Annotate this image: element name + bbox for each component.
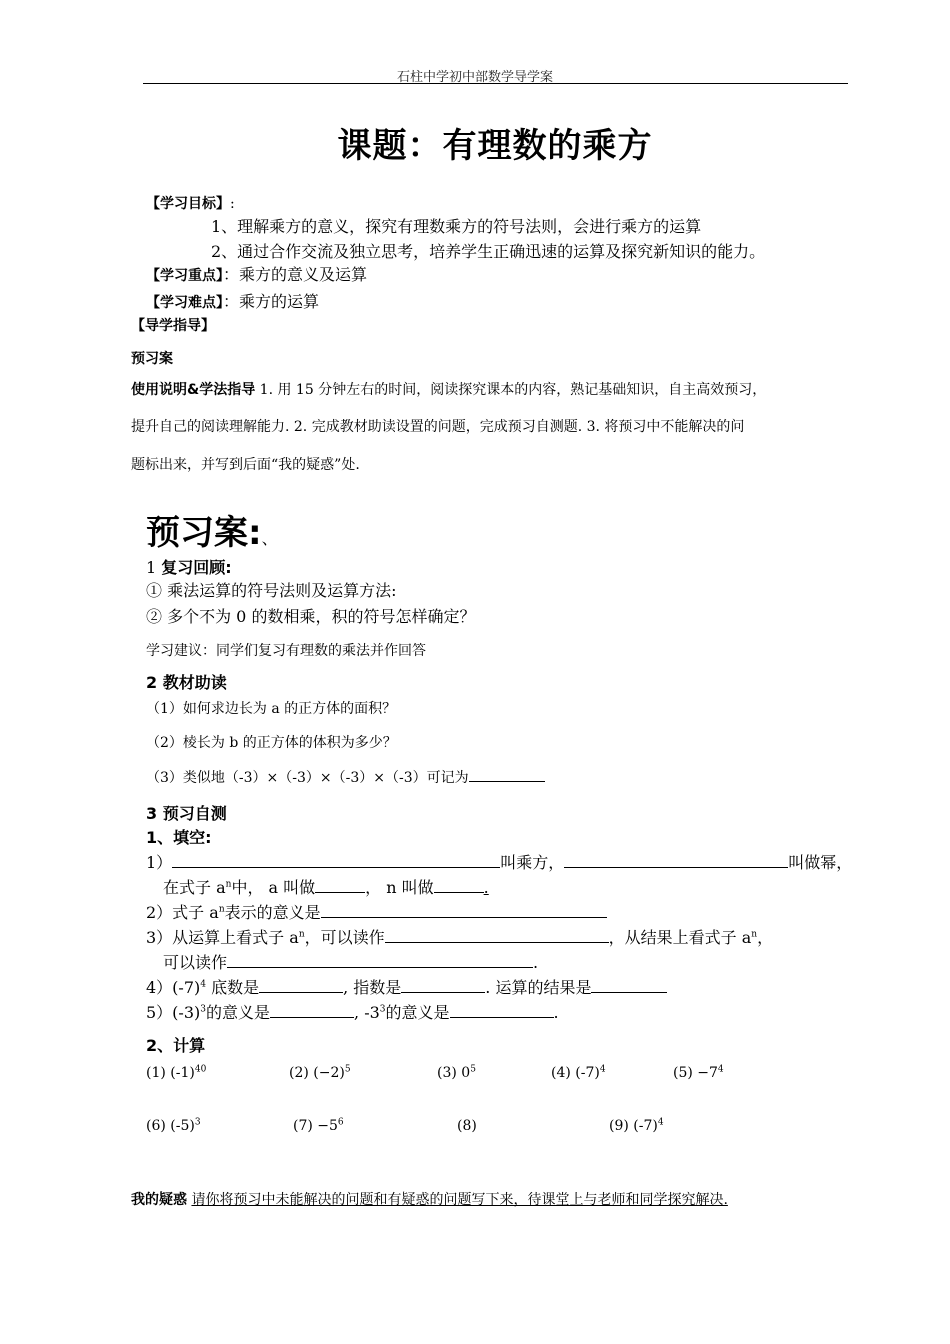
objectives-heading bbox=[146, 193, 235, 213]
answer-blank[interactable] bbox=[385, 928, 609, 943]
answer-blank[interactable] bbox=[321, 903, 607, 918]
calc-item bbox=[289, 1065, 351, 1081]
preview-label: 预习案 bbox=[131, 351, 173, 367]
calc-item bbox=[293, 1118, 344, 1134]
fill-3-d: ， bbox=[757, 928, 774, 947]
difficulty bbox=[146, 289, 319, 312]
fill-5-e: . bbox=[553, 1003, 559, 1022]
calc-base: (4) (-7) bbox=[551, 1065, 600, 1081]
exponent: n bbox=[298, 929, 305, 940]
instructions-text: 1. 用 15 分钟左右的时间，阅读探究课本的内容，熟记基础知识，自主高效预习， bbox=[259, 382, 767, 398]
difficulty-label: 【学习难点】 bbox=[146, 295, 223, 311]
answer-blank[interactable] bbox=[270, 1003, 354, 1018]
difficulty-text: ：乘方的运算 bbox=[223, 292, 320, 311]
fill-1b-a: 在式子 a bbox=[163, 878, 226, 897]
calc-item bbox=[673, 1065, 724, 1081]
reading-heading: 2 教材助读 bbox=[146, 673, 227, 692]
study-suggestion: 学习建议：同学们复习有理数的乘法并作回答 bbox=[146, 643, 426, 659]
answer-blank[interactable] bbox=[172, 853, 500, 868]
answer-blank[interactable] bbox=[564, 853, 788, 868]
calc-base: (6) (-5) bbox=[146, 1118, 195, 1134]
review-question-2: ② 多个不为 0 的数相乘，积的符号怎样确定？ bbox=[146, 607, 476, 626]
exponent: 40 bbox=[194, 1064, 207, 1075]
fill-1-mid: 叫乘方， bbox=[500, 853, 565, 872]
exponent: n bbox=[218, 904, 225, 915]
calc-base: (5) −7 bbox=[673, 1065, 718, 1081]
key-point-label: 【学习重点】 bbox=[146, 268, 223, 284]
exponent: 4 bbox=[717, 1064, 724, 1075]
fill-5-d: 的意义是 bbox=[385, 1003, 450, 1022]
objectives-colon: : bbox=[230, 196, 235, 212]
answer-blank[interactable] bbox=[227, 953, 533, 968]
calc-base: (1) (-1) bbox=[146, 1065, 195, 1081]
preview-big-mark: 、 bbox=[261, 529, 278, 548]
fill-4-b: 底数是 bbox=[206, 978, 260, 997]
answer-blank[interactable] bbox=[259, 978, 343, 993]
calc-item bbox=[551, 1065, 606, 1081]
calc-item bbox=[609, 1118, 664, 1134]
fill-2-b: 表示的意义是 bbox=[224, 903, 321, 922]
reading-question-3 bbox=[146, 767, 545, 787]
key-point-text: ：乘方的意义及运算 bbox=[223, 265, 368, 284]
instructions-line-2: 提升自己的阅读理解能力. 2. 完成教材助读设置的问题，完成预习自测题. 3. 将预习中不能解决的问 bbox=[131, 419, 745, 435]
fill-3b-b: . bbox=[533, 953, 539, 972]
exponent: 5 bbox=[344, 1064, 351, 1075]
exponent: 5 bbox=[470, 1064, 476, 1075]
review-number: 1 bbox=[146, 558, 157, 577]
calc-base: (7) −5 bbox=[293, 1118, 338, 1134]
exponent: 3 bbox=[200, 1004, 206, 1015]
exponent: 4 bbox=[599, 1064, 606, 1075]
exponent: 3 bbox=[379, 1004, 386, 1015]
answer-blank[interactable] bbox=[469, 767, 545, 782]
fill-5-b: 的意义是 bbox=[206, 1003, 271, 1022]
calc-item bbox=[146, 1065, 206, 1081]
objective-item: 2、通过合作交流及独立思考，培养学生正确迅速的运算及探究新知识的能力。 bbox=[211, 242, 766, 261]
calc-item bbox=[146, 1118, 201, 1134]
exponent: 3 bbox=[194, 1117, 201, 1128]
guide-heading: 【导学指导】 bbox=[131, 318, 215, 334]
answer-blank[interactable] bbox=[315, 878, 365, 893]
fill-1b-d: . bbox=[483, 878, 489, 897]
fill-5-a: 5）(-3) bbox=[146, 1003, 201, 1022]
answer-blank[interactable] bbox=[434, 878, 484, 893]
calc-item bbox=[457, 1118, 477, 1134]
fill-2-a: 2）式子 a bbox=[146, 903, 219, 922]
instructions-label: 使用说明&学法指导 bbox=[131, 382, 256, 398]
fill-3-a: 3）从运算上看式子 a bbox=[146, 928, 299, 947]
fill-3-b: ，可以读作 bbox=[304, 928, 385, 947]
fill-item-3b bbox=[163, 950, 538, 973]
header-divider bbox=[143, 83, 848, 84]
calc-item bbox=[437, 1065, 476, 1081]
fill-item-1b bbox=[163, 875, 489, 898]
objectives-label: 【学习目标】 bbox=[146, 196, 230, 212]
answer-blank[interactable] bbox=[450, 1003, 554, 1018]
calc-heading: 2、计算 bbox=[146, 1036, 206, 1055]
fill-item-4 bbox=[146, 975, 667, 998]
preview-big-label: 预习案: bbox=[146, 513, 262, 553]
instructions-line-3: 题标出来，并写到后面“我的疑惑”处. bbox=[131, 457, 360, 473]
key-point bbox=[146, 262, 367, 285]
calc-base: (8) bbox=[457, 1118, 477, 1134]
fill-item-1 bbox=[146, 850, 852, 873]
review-label: 复习回顾: bbox=[161, 558, 232, 577]
fill-1b-c: ， n 叫做 bbox=[365, 878, 434, 897]
fill-3b-a: 可以读作 bbox=[163, 953, 228, 972]
reading-question-1: （1）如何求边长为 a 的正方体的面积？ bbox=[146, 701, 397, 717]
fill-5-c: , -3 bbox=[354, 1003, 380, 1022]
answer-blank[interactable] bbox=[591, 978, 667, 993]
calc-base: (3) 0 bbox=[437, 1065, 471, 1081]
doubts-section bbox=[131, 1189, 728, 1209]
fill-item-3 bbox=[146, 925, 773, 948]
review-heading bbox=[146, 555, 232, 578]
exponent: 4 bbox=[200, 979, 206, 990]
objective-item: 1、理解乘方的意义，探究有理数乘方的符号法则，会进行乘方的运算 bbox=[211, 217, 702, 236]
doubts-text: 请你将预习中未能解决的问题和有疑惑的问题写下来，待课堂上与老师和同学探究解决. bbox=[191, 1192, 728, 1208]
answer-blank[interactable] bbox=[401, 978, 485, 993]
fill-1b-b: 中， a 叫做 bbox=[231, 878, 316, 897]
fill-1-prefix: 1） bbox=[146, 853, 173, 872]
calc-base: (2) (−2) bbox=[289, 1065, 345, 1081]
reading-question-3-text: （3）类似地（-3）×（-3）×（-3）×（-3）可记为 bbox=[146, 770, 469, 786]
instructions-line-1 bbox=[131, 380, 766, 400]
preview-section-heading bbox=[146, 505, 278, 554]
doubts-label: 我的疑惑 bbox=[131, 1192, 187, 1208]
review-question-1: ① 乘法运算的符号法则及运算方法: bbox=[146, 581, 397, 600]
page-title: 课题：有理数的乘方 bbox=[337, 126, 653, 166]
exponent: 6 bbox=[337, 1117, 344, 1128]
exponent: 4 bbox=[657, 1117, 664, 1128]
fill-heading: 1、填空: bbox=[146, 828, 212, 847]
reading-question-2: （2）棱长为 b 的正方体的体积为多少？ bbox=[146, 735, 397, 751]
selftest-heading: 3 预习自测 bbox=[146, 804, 227, 823]
fill-4-d: . 运算的结果是 bbox=[485, 978, 592, 997]
calc-base: (9) (-7) bbox=[609, 1118, 658, 1134]
document-header: 石柱中学初中部数学导学案 bbox=[396, 70, 553, 85]
fill-item-5 bbox=[146, 1000, 559, 1023]
fill-item-2 bbox=[146, 900, 607, 923]
exponent: n bbox=[751, 929, 758, 940]
fill-4-a: 4）(-7) bbox=[146, 978, 201, 997]
fill-4-c: , 指数是 bbox=[343, 978, 402, 997]
fill-3-c: ，从结果上看式子 a bbox=[608, 928, 752, 947]
exponent: n bbox=[225, 879, 232, 890]
fill-1-end: 叫做幂， bbox=[788, 853, 853, 872]
